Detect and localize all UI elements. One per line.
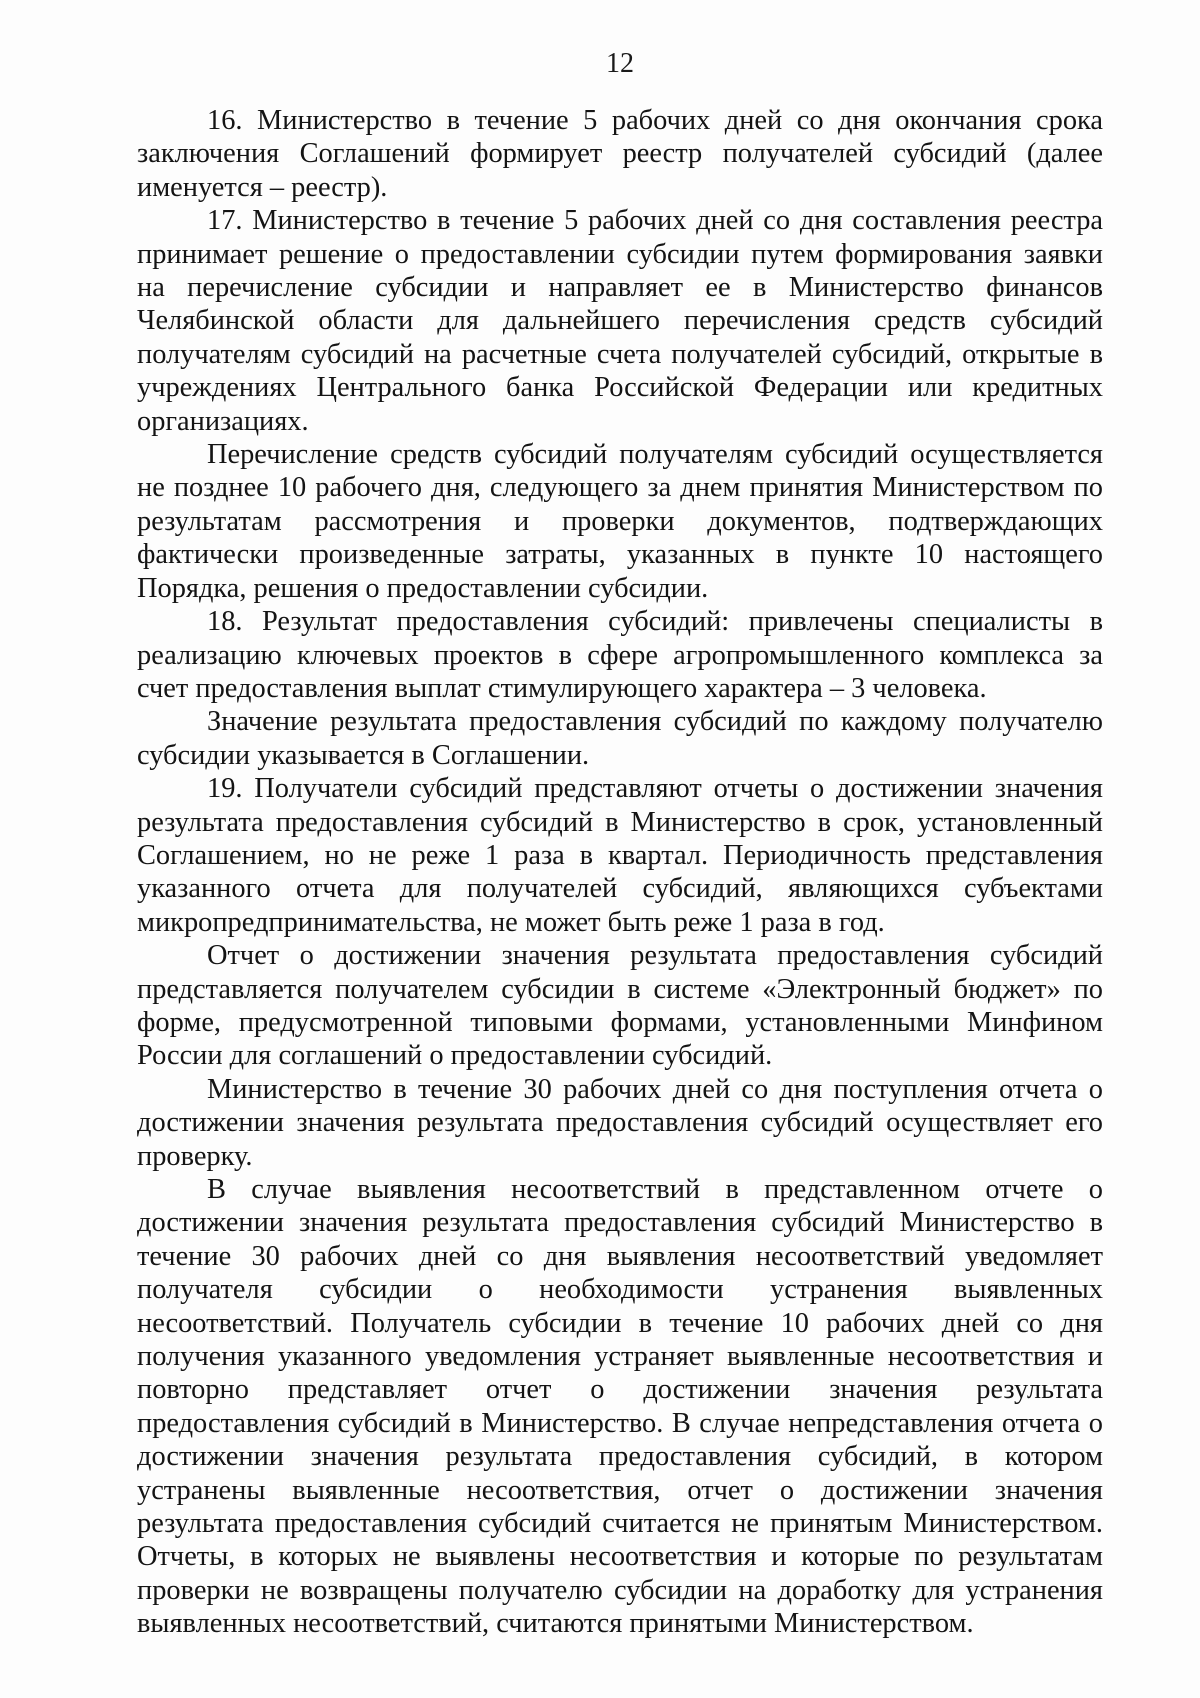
paragraph-16: 16. Министерство в течение 5 рабочих дней со дня окончания срока заключения Соглашений формирует реестр получателей субсидий (далее именуется – реестр). — [137, 105, 1103, 203]
page-number: 12 — [606, 48, 634, 79]
document-body — [137, 104, 1103, 1641]
paragraph-18-value: Значение результата предоставления субсидий по каждому получателю субсидии указывается в Соглашении. — [137, 706, 1103, 771]
paragraph-17: 17. Министерство в течение 5 рабочих дней со дня составления реестра принимает решение о предоставлении субсидии путем формирования заявки на перечисление субсидии и направляет ее в Министерство финансов Челябинской области для дальнейшего перечисления средств субсидий получателям субсидий на расчетные счета получателей субсидий, открытые в учреждениях Центрального банка Российской Федерации или кредитных организациях. — [137, 205, 1103, 437]
paragraph-19: 19. Получатели субсидий представляют отчеты о достижении значения результата предоставления субсидий в Министерство в срок, установленный Соглашением, но не реже 1 раза в квартал. Периодичность представления указанного отчета для получателей субсидий, являющихся субъектами микропредпринимательства, не может быть реже 1 раза в год. — [137, 773, 1103, 938]
paragraph-19-report: Отчет о достижении значения результата предоставления субсидий представляется получателем субсидии в системе «Электронный бюджет» по форме, предусмотренной типовыми формами, установленными Минфином России для соглашений о предоставлении субсидий. — [137, 940, 1103, 1072]
paragraph-19-check: Министерство в течение 30 рабочих дней со дня поступления отчета о достижении значения результата предоставления субсидий осуществляет его проверку. — [137, 1073, 1103, 1172]
paragraph-17-transfer: Перечисление средств субсидий получателям субсидий осуществляется не позднее 10 рабочего дня, следующего за днем принятия Министерством по результатам рассмотрения и проверки документов, подтверждающих фактически произведенные затраты, указанных в пункте 10 настоящего Порядка, решения о предоставлении субсидии. — [137, 439, 1103, 604]
paragraph-19-discrepancies: В случае выявления несоответствий в представленном отчете о достижении значения результата предоставления субсидий Министерство в течение 30 рабочих дней со дня выявления несоответствий уведомляет получателя субсидии о необходимости устранения выявленных несоответствий. Получатель субсидии в течение 10 рабочих дней со дня получения указанного уведомления устраняет выявленные несоответствия и повторно представляет отчет о достижении значения результата предоставления субсидий в Министерство. В случае непредставления отчета о достижении значения результата предоставления субсидий, в котором устранены выявленные несоответствия, отчет о достижении значения результата предоставления субсидий считается не принятым Министерством. Отчеты, в которых не выявлены несоответствия и которые по результатам проверки не возвращены получателю субсидии на доработку для устранения выявленных несоответствий, считаются принятыми Министерством. — [137, 1174, 1103, 1640]
paragraph-18: 18. Результат предоставления субсидий: привлечены специалисты в реализацию ключевых проектов в сфере агропромышленного комплекса за счет предоставления выплат стимулирующего характера – 3 человека. — [137, 606, 1103, 704]
